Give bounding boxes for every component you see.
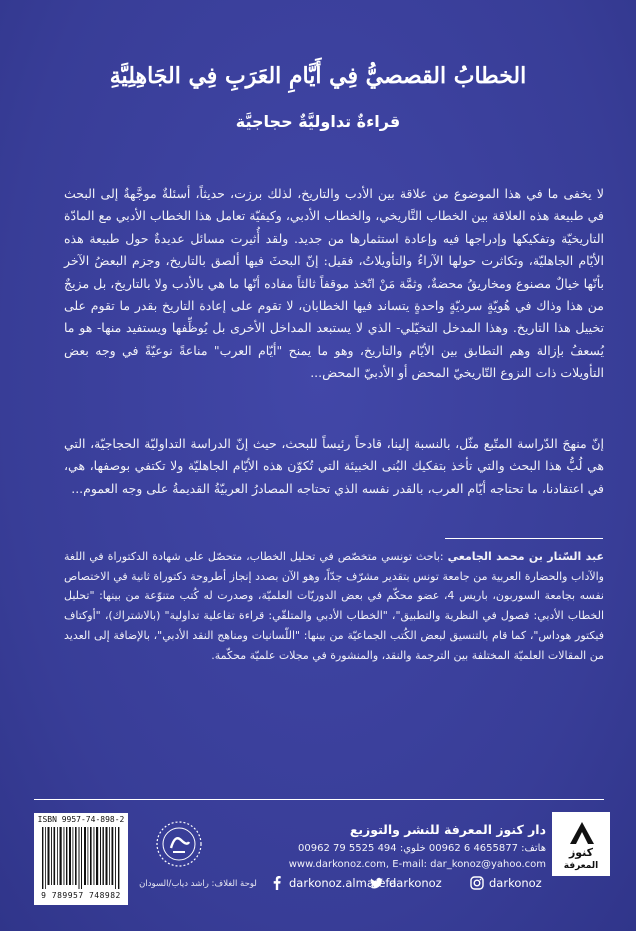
facebook-icon: [270, 876, 284, 890]
author-divider: [445, 538, 603, 539]
publisher-phone: هاتف: 4655877 6 00962 خلوي: 494 5525 79 00962: [298, 843, 546, 854]
barcode-icon: [40, 827, 122, 889]
blurb-paragraph-1: لا يخفى ما في هذا الموضوع من علاقة بين الأدب والتاريخ، لذلك برزت، حديثاً، أسئلةٌ موجَّهةٌ إلى البحث في طبيعة هذه العلاقة بين الخطاب التَّاريخي، والخطاب الأدبي، وكيفيّة تعامل هذا الخطاب الأدبي مع المادّة التاريخيّة وتفكيكها وإدراجها فيه وإعادة استثمارها من جديد. ولقد أُثيرت مسائل عديدةٌ حول طبيعة هذه الأيّام الجاهليّة، وتكاثرت حولها الآراءُ والتأويلاتُ، فقيل: إنّ البحثَ فيها ألصق بالتاريخ، وجزم البعضُ الآخر بأنّها خيالٌ مصنوع ومخاريقُ محضةٌ، وثمَّة مَنْ اتّخذ موقفاً ثالثاً مفاده أنّها ما هي بالأدب ولا بالتاريخ، بل مزيجٌ من هذا وذاك في هُويّةٍ سرديّةٍ واحدةٍ يتساند فيها الخطابان، لا تقوم على إعادة التاريخ بقدر ما تقوم على تخييل هذا التاريخ. وهذا المدخل التخيّلي- الذي لا يستبعد المداخل الأخرى بل يُوظِّفها ويستفيد منها- هو ما يُسعفُ بإزالة وهم التطابق بين الأيّام والتاريخ، وهو ما يمنح "أيّام العرب" مناعةً نوعيّةً في وجه بعض التأويلات ذات النزوع التّاريخيّ المحض أو الأدبيّ المحض...: [64, 186, 604, 381]
cover-art-emblem-icon: [155, 820, 203, 868]
isbn-label: ISBN 9957-74-898-2: [37, 815, 125, 824]
barcode-number: 9 789957 748982: [41, 891, 121, 900]
author-bio-text: :باحث تونسي متخصّص في تحليل الخطاب، متحصّل على شهادة الدكتوراة في اللغة والآداب والحضارة العربية من جامعة تونس بتقدير مشرّف جدّاً، وهو الآن بصدد إنجاز أطروحة دكتوراة ثانية في الاختصاص نفسه بجامعة السوربون، باريس 4، عضو محكّم في بعض الدوريّات العلميّة، وصدرت له كُتب متنوّعة من بينها: "تحليل الخطاب الأدبي: فصول في النظرية والتطبيق"، "الخطاب الأدبي والمتلقّي: قراءة تفاعلية تداولية" (بالاشتراك)، "أوكتاف فيكتور هوداس"، كما قام بالتنسيق لبعض الكُتب الجماعيّة من بينها: "اللّسانيات ومناهج النقد الأدبي"، بالإضافة إلى العديد من المقالات العلميّة المختلفة بين الترجمة والنقد، والمنشورة في مجلات علميّة محكّمة.: [64, 550, 604, 662]
twitter-handle: darkonoz: [389, 876, 442, 890]
logo-text-line-1: كنوز: [568, 846, 594, 859]
cover-credit: لوحة الغلاف: راشد دياب/السودان: [139, 879, 257, 889]
social-links: [270, 872, 546, 894]
publisher-web[interactable]: www.darkonoz.com, E-mail: dar_konoz@yahoo.com: [288, 859, 546, 870]
author-bio: [64, 547, 604, 665]
instagram-link[interactable]: [470, 872, 542, 894]
publisher-name: دار كنوز المعرفة للنشر والتوزيع: [349, 822, 546, 837]
instagram-handle: darkonoz: [489, 876, 542, 890]
instagram-icon: [470, 876, 484, 890]
blurb-paragraph-2: إنّ منهجَ الدّراسة المتّبع مثّل، بالنسبة إلينا، قادحاً رئيساً للبحث، حيث إنّ الدراسة التداوليّة الحجاجيّة، التي هي لُبُّ هذا البحث والتي تأخذ بتفكيك البُنى الخبيئة التي تُكوّن هذه الأيّام الجاهليّة ولا تكتفي بوصفها، هي، في اعتقادنا، ما تحتاجه أيّام العرب، بالقدر نفسه الذي تحتاجه المصادرُ العربيّةُ القديمةُ على وجه العموم...: [64, 436, 604, 496]
facebook-handle: darkonoz.almarefa: [289, 876, 397, 890]
author-name: عبد السّتار بن محمد الجامعي: [447, 550, 605, 563]
isbn-barcode: [34, 813, 128, 905]
publisher-logo: [552, 812, 610, 876]
footer-divider: [34, 799, 604, 800]
book-title: الخطابُ القصصيُّ فِي أَيَّامِ العَرَبِ فِي الجَاهِلِيَّةِ: [109, 63, 527, 89]
facebook-link[interactable]: [270, 872, 397, 894]
logo-text-line-2: المعرفة: [563, 861, 599, 871]
logo-mark-icon: [560, 818, 602, 846]
book-subtitle: قراءةٌ تداوليَّةٌ حجاجيَّة: [235, 112, 401, 131]
